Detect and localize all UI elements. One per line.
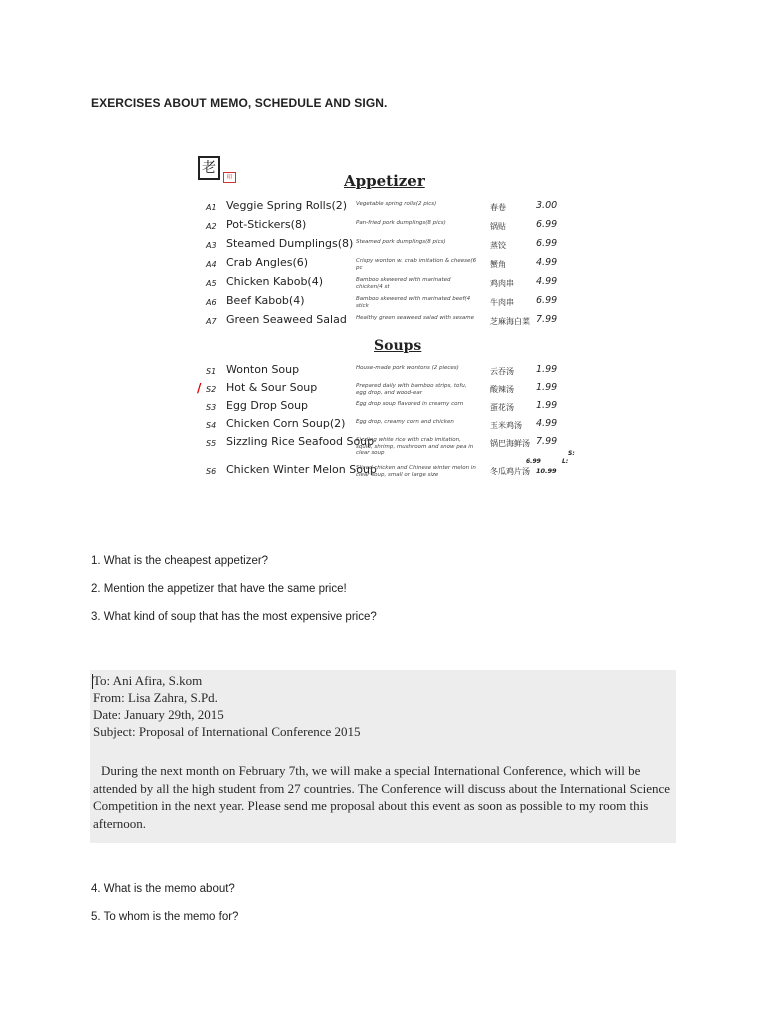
red-tick-mark: /: [197, 381, 202, 395]
s6-small-price: 6.99: [526, 458, 541, 465]
menu-row-s3: [206, 398, 566, 416]
item-name: Wonton Soup: [226, 363, 300, 376]
item-price: 7.99: [536, 436, 558, 447]
item-name: Steamed Dumplings(8): [226, 237, 354, 250]
item-description: Sliced chicken and Chinese winter melon in clear soup, small or large size: [356, 465, 476, 478]
menu-row-a2: [206, 217, 566, 235]
item-price: 6.99: [536, 219, 558, 230]
appetizer-title: Appetizer: [344, 172, 425, 190]
soups-title: Soups: [374, 338, 422, 354]
item-chinese-name: 蟹角: [490, 260, 506, 269]
s6-small-label: S:: [568, 450, 575, 457]
item-chinese-name: 牛肉串: [490, 298, 514, 307]
item-description: Pan-fried pork dumplings(8 pics): [356, 220, 446, 226]
menu-row-a6: [206, 293, 566, 311]
item-name: Beef Kabob(4): [226, 294, 305, 307]
item-price: 10.99: [536, 467, 557, 475]
item-price: 1.99: [536, 364, 558, 375]
item-price: 4.99: [536, 418, 558, 429]
item-description: Steamed pork dumplings(8 pics): [356, 239, 446, 245]
item-name: Chicken Winter Melon Soup: [226, 463, 377, 476]
item-name: Sizzling Rice Seafood Soup: [226, 435, 375, 448]
item-chinese-name: 酸辣汤: [490, 385, 514, 394]
item-price: 4.99: [536, 257, 558, 268]
menu-row-a7: [206, 312, 566, 330]
s6-large-label: L:: [562, 458, 569, 465]
question-5: 5. To whom is the memo for?: [91, 911, 239, 923]
question-2: 2. Mention the appetizer that have the same price!: [91, 583, 347, 595]
item-description: Bamboo skewered with marinated chicken(4 st: [356, 277, 451, 290]
item-code: S2: [206, 385, 217, 394]
item-code: A1: [206, 203, 217, 212]
item-code: S3: [206, 403, 217, 412]
page-heading: EXERCISES ABOUT MEMO, SCHEDULE AND SIGN.: [91, 96, 388, 110]
question-4: 4. What is the memo about?: [91, 883, 235, 895]
item-chinese-name: 玉米鸡汤: [490, 421, 522, 430]
memo-to: To: Ani Afira, S.kom: [93, 673, 203, 688]
memo-from: From: Lisa Zahra, S.Pd.: [93, 690, 218, 705]
item-code: A4: [206, 260, 217, 269]
item-code: S5: [206, 439, 217, 448]
item-chinese-name: 锅巴海鲜汤: [490, 439, 530, 448]
menu-row-s4: [206, 416, 566, 434]
item-price: 1.99: [536, 382, 558, 393]
question-3: 3. What kind of soup that has the most expensive price?: [91, 611, 377, 623]
item-name: Veggie Spring Rolls(2): [226, 199, 348, 212]
item-description: Healthy green seaweed salad with sesame: [356, 315, 474, 321]
item-description: Crispy wonton w. crab imitation & cheese(6 pc: [356, 258, 477, 271]
menu-row-s2: [197, 380, 566, 398]
item-chinese-name: 芝麻海白菜: [490, 317, 530, 326]
item-description: Vegetable spring rolls(2 pics): [356, 201, 437, 207]
item-chinese-name: 蛋花汤: [490, 403, 514, 412]
item-name: Egg Drop Soup: [226, 399, 309, 412]
item-chinese-name: 锅贴: [490, 222, 506, 231]
item-code: A7: [206, 317, 217, 326]
item-price: 1.99: [536, 400, 558, 411]
memo-box: [90, 670, 676, 843]
menu-row-s6: [206, 462, 566, 480]
item-price: 7.99: [536, 314, 558, 325]
item-name: Crab Angles(6): [226, 256, 309, 269]
item-code: A2: [206, 222, 217, 231]
item-name: Hot & Sour Soup: [226, 381, 318, 394]
item-name: Green Seaweed Salad: [226, 313, 347, 326]
item-description: Prepared daily with bamboo strips, tofu, egg drop, and wood-ear: [356, 383, 467, 396]
menu-row-a5: [206, 274, 566, 292]
item-code: A6: [206, 298, 217, 307]
memo-subject: Subject: Proposal of International Conference 2015: [93, 724, 361, 739]
item-description: Egg drop, creamy corn and chicken: [356, 419, 454, 425]
memo-body: During the next month on February 7th, we will make a special International Conference, which will be attended by all the high student from 27 countries. The Conference will discuss about the International Science Competition in the next year. Please send me proposal about this event as soon as possible to my room this afternoon.: [93, 763, 671, 831]
item-description: Sizzling white rice with crab imitation, squid, shrimp, mushroom and snow pea in clear soup: [356, 437, 474, 456]
item-description: Egg drop soup flavored in creamy corn: [356, 401, 464, 407]
menu-row-s1: [206, 362, 566, 380]
menu-image: [196, 152, 576, 487]
item-price: 4.99: [536, 276, 558, 287]
item-description: House-made pork wontons (2 pieces): [356, 365, 459, 371]
item-code: A5: [206, 279, 217, 288]
menu-row-a1: [206, 198, 566, 216]
question-1: 1. What is the cheapest appetizer?: [91, 555, 269, 567]
item-description: Bamboo skewered with marinated beef(4 stick: [356, 296, 471, 309]
memo-date: Date: January 29th, 2015: [93, 707, 224, 722]
item-code: S1: [206, 367, 217, 376]
item-chinese-name: 鸡肉串: [490, 279, 514, 288]
seal-icon: 印: [223, 172, 236, 183]
item-code: A3: [206, 241, 217, 250]
item-code: S6: [206, 467, 217, 476]
item-code: S4: [206, 421, 217, 430]
item-chinese-name: 云吞汤: [490, 367, 514, 376]
menu-row-a3: [206, 236, 566, 254]
restaurant-logo: 老: [198, 156, 220, 180]
menu-row-s5: [206, 434, 566, 456]
item-price: 3.00: [536, 200, 558, 211]
item-price: 6.99: [536, 295, 558, 306]
menu-row-a4: [206, 255, 566, 273]
item-chinese-name: 春卷: [490, 203, 506, 212]
item-chinese-name: 冬瓜鸡片汤: [490, 467, 530, 476]
item-chinese-name: 蒸饺: [490, 241, 506, 250]
item-name: Pot-Stickers(8): [226, 218, 307, 231]
item-price: 6.99: [536, 238, 558, 249]
item-name: Chicken Kabob(4): [226, 275, 324, 288]
item-name: Chicken Corn Soup(2): [226, 417, 346, 430]
